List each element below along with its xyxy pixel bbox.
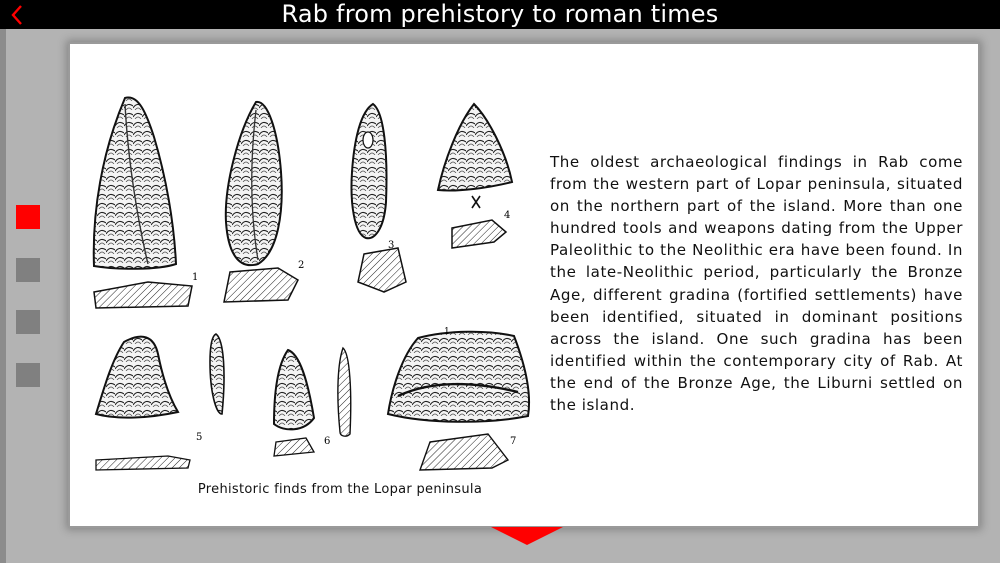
artifact-4 bbox=[438, 104, 512, 248]
page-dot-4[interactable] bbox=[16, 363, 40, 387]
prehistoric-finds-illustration bbox=[88, 92, 533, 494]
artifact-7 bbox=[388, 327, 529, 470]
artifact-label-1: 1 bbox=[192, 272, 199, 283]
artifact-label-4: 4 bbox=[504, 210, 511, 221]
page-title: Rab from prehistory to roman times bbox=[281, 0, 719, 28]
page-dot-2[interactable] bbox=[16, 258, 40, 282]
artifact-2 bbox=[224, 102, 304, 302]
artifact-1 bbox=[94, 97, 199, 308]
figure-caption: Prehistoric finds from the Lopar peninsula bbox=[197, 482, 483, 497]
artifact-label-2: 2 bbox=[298, 260, 305, 271]
artifact-label-5: 5 bbox=[196, 432, 203, 443]
artifact-label-7: 7 bbox=[510, 436, 517, 447]
triangle-down-icon bbox=[491, 527, 563, 545]
next-page-button[interactable] bbox=[491, 527, 563, 545]
body-paragraph: The oldest archaeological findings in Rab come from the western part of Lopar peninsula, situated on the northern part of the island. More than one hundred tools and weapons dating from the Upper Paleolithic to the Neolithic era have been found. In the late-Neolithic period, particularly the Bronze Age, different gradina (fortified settlements) have been identified, situated in dominant positions across the island. One such gradina has been identified within the contemporary city of Rab. At the end of the Bronze Age, the Liburni settled on the island. bbox=[550, 153, 963, 415]
artifact-label-7-top: 1 bbox=[444, 327, 450, 337]
top-bar bbox=[0, 0, 1000, 29]
page-dot-3[interactable] bbox=[16, 310, 40, 334]
artifact-6 bbox=[274, 348, 351, 456]
artifact-3 bbox=[352, 104, 406, 292]
artifact-label-3: 3 bbox=[388, 240, 395, 251]
content-card bbox=[70, 44, 978, 526]
artifact-5 bbox=[96, 334, 224, 470]
page-dot-1[interactable] bbox=[16, 205, 40, 229]
artifact-label-6: 6 bbox=[324, 436, 331, 447]
left-edge-strip bbox=[0, 29, 6, 563]
